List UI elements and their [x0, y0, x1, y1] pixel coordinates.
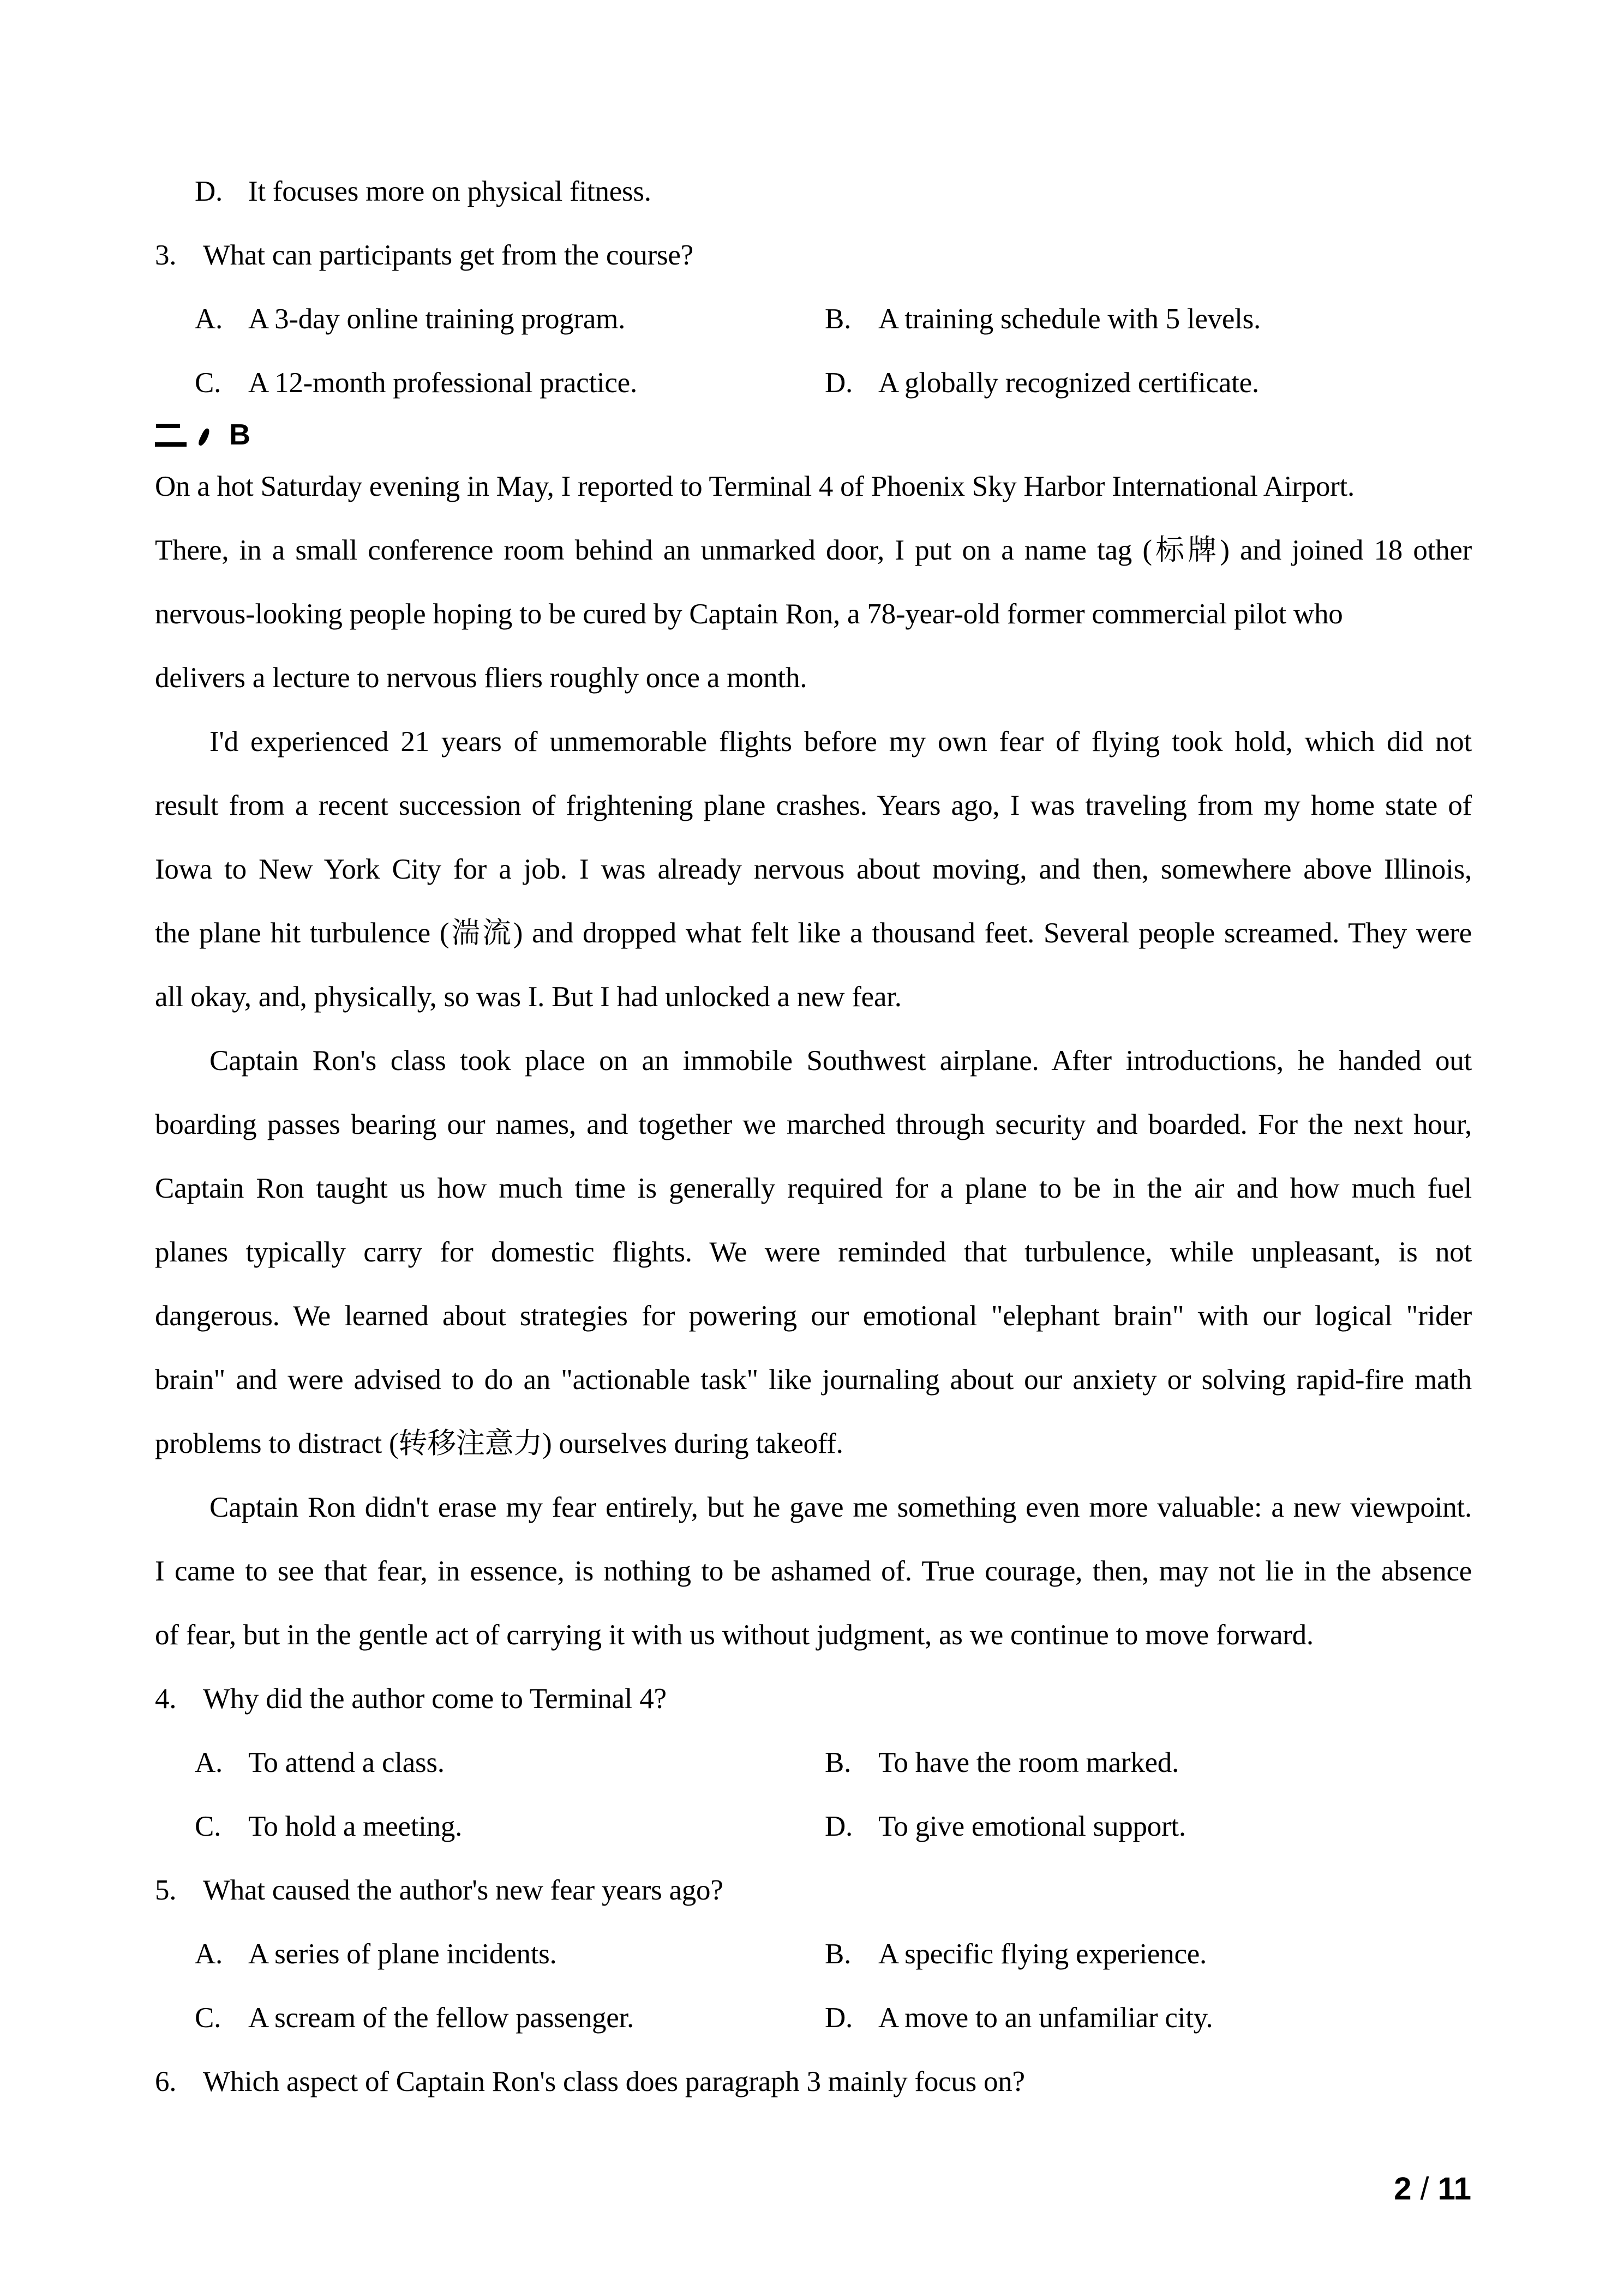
option-row-q2-d: [155, 160, 1472, 224]
option-a: [195, 287, 825, 351]
option-text: A 3-day online training program.: [248, 303, 626, 335]
section-header: [155, 415, 1472, 455]
question-5-options-cd: [155, 1986, 1472, 2050]
passage-line: brain" and were advised to do an "actionable task" like journaling about our anxiety or solving rapid-fire math: [155, 1364, 1472, 1396]
option-a: [195, 1922, 825, 1986]
option-label: C.: [195, 367, 221, 399]
option-text: A series of plane incidents.: [248, 1938, 557, 1970]
option-text: A scream of the fellow passenger.: [248, 2002, 634, 2034]
option-b: [825, 1922, 1472, 1986]
page-separator: /: [1420, 2171, 1429, 2207]
option-label: B.: [825, 1747, 852, 1778]
option-text: A move to an unfamiliar city.: [878, 2002, 1213, 2034]
question-4-options-cd: [155, 1795, 1472, 1859]
passage-line: Captain Ron didn't erase my fear entirely, but he gave me something even more valuable: a new viewpoint.: [209, 1492, 1472, 1523]
option-label: D.: [195, 176, 223, 207]
question-number: 5.: [155, 1874, 177, 1906]
section-letter: B: [229, 418, 250, 451]
page-content: [155, 160, 1472, 2114]
question-number: 6.: [155, 2066, 177, 2097]
passage-line: of fear, but in the gentle act of carrying it with us without judgment, as we continue to move forward.: [155, 1619, 1314, 1651]
option-label: A.: [195, 1747, 223, 1778]
option-b: [825, 1731, 1472, 1795]
question-text: What caused the author's new fear years ago?: [203, 1874, 723, 1906]
question-6: [155, 2050, 1472, 2114]
question-text: What can participants get from the course?: [203, 239, 693, 271]
option-d: [825, 1795, 1472, 1859]
option-text: A specific flying experience.: [878, 1938, 1207, 1970]
option-label: A.: [195, 1938, 223, 1970]
option-label: C.: [195, 1811, 221, 1842]
option-text: A globally recognized certificate.: [878, 367, 1259, 399]
cjk-er-character: [155, 415, 187, 455]
passage-line: boarding passes bearing our names, and together we marched through security and boarded. For the next hour,: [155, 1109, 1472, 1140]
option-label: D.: [825, 367, 853, 399]
current-page: 2: [1394, 2171, 1412, 2207]
option-c: [195, 351, 825, 415]
option-label: C.: [195, 2002, 221, 2034]
option-text: To attend a class.: [248, 1747, 445, 1778]
passage-line: problems to distract (转移注意力) ourselves during takeoff.: [155, 1428, 843, 1459]
passage-line: the plane hit turbulence (湍流) and dropped what felt like a thousand feet. Several people screamed. They were: [155, 917, 1472, 949]
option-d: [825, 1986, 1472, 2050]
passage-line: There, in a small conference room behind an unmarked door, I put on a name tag (标牌) and joined 18 other: [155, 534, 1472, 566]
passage-line: I'd experienced 21 years of unmemorable flights before my own fear of flying took hold, which did not: [209, 726, 1472, 758]
option-label: A.: [195, 303, 223, 335]
option-c: [195, 1795, 825, 1859]
question-5-options-ab: [155, 1922, 1472, 1986]
question-number: 3.: [155, 239, 177, 271]
total-pages: 11: [1437, 2171, 1471, 2207]
option-text: To hold a meeting.: [248, 1811, 463, 1842]
cjk-dunhao-character: [197, 427, 211, 447]
passage-line: dangerous. We learned about strategies for powering our emotional "elephant brain" with our logical "rider: [155, 1300, 1472, 1332]
passage-line: I came to see that fear, in essence, is nothing to be ashamed of. True courage, then, may not lie in the absence: [155, 1555, 1472, 1587]
passage-line: delivers a lecture to nervous fliers roughly once a month.: [155, 662, 807, 694]
option-label: D.: [825, 1811, 853, 1842]
passage-line: all okay, and, physically, so was I. But I had unlocked a new fear.: [155, 981, 902, 1013]
passage-line: planes typically carry for domestic flights. We were reminded that turbulence, while unpleasant, is not: [155, 1236, 1472, 1268]
passage-line: nervous-looking people hoping to be cured by Captain Ron, a 78-year-old former commercial pilot who: [155, 598, 1343, 630]
passage-line: Iowa to New York City for a job. I was already nervous about moving, and then, somewhere above Illinois,: [155, 854, 1472, 885]
question-4-options-ab: [155, 1731, 1472, 1795]
option-b: [825, 287, 1472, 351]
question-4: [155, 1667, 1472, 1731]
passage-line: On a hot Saturday evening in May, I reported to Terminal 4 of Phoenix Sky Harbor International Airport.: [155, 471, 1355, 502]
question-3-options-cd: [155, 351, 1472, 415]
option-d: [825, 351, 1472, 415]
question-number: 4.: [155, 1683, 177, 1715]
passage-line: Captain Ron taught us how much time is generally required for a plane to be in the air and how much fuel: [155, 1173, 1472, 1204]
option-c: [195, 1986, 825, 2050]
passage-line: Captain Ron's class took place on an immobile Southwest airplane. After introductions, he handed out: [209, 1045, 1472, 1077]
option-label: D.: [825, 2002, 853, 2034]
option-text: To give emotional support.: [878, 1811, 1186, 1842]
question-3-options-ab: [155, 287, 1472, 351]
question-text: Which aspect of Captain Ron's class does paragraph 3 mainly focus on?: [203, 2066, 1025, 2097]
page-number: [1359, 2137, 1471, 2241]
option-text: A training schedule with 5 levels.: [878, 303, 1261, 335]
question-text: Why did the author come to Terminal 4?: [203, 1683, 667, 1715]
option-label: B.: [825, 303, 852, 335]
option-a: [195, 1731, 825, 1795]
option-text: A 12-month professional practice.: [248, 367, 637, 399]
option-text: To have the room marked.: [878, 1747, 1179, 1778]
option-text: It focuses more on physical fitness.: [248, 176, 651, 207]
question-5: [155, 1859, 1472, 1922]
question-3: [155, 224, 1472, 287]
passage-line: result from a recent succession of frightening plane crashes. Years ago, I was traveling from my home state of: [155, 790, 1472, 821]
option-label: B.: [825, 1938, 852, 1970]
